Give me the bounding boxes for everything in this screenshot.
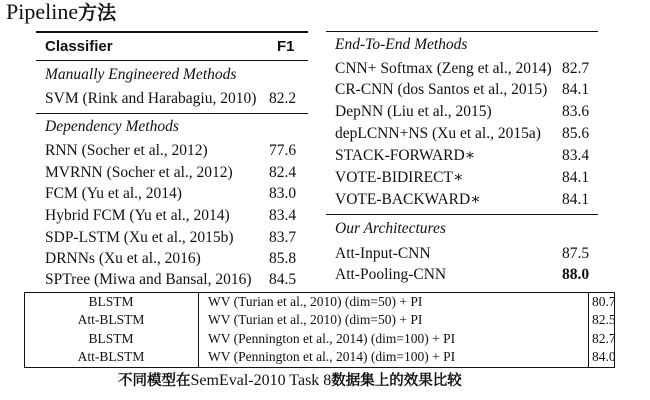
table-row-f1: 82.7 — [592, 331, 616, 346]
section-title-end-to-end: End-To-End Methods — [335, 36, 468, 53]
table-row-features: WV (Turian et al., 2010) (dim=50) + PI — [208, 312, 423, 327]
table-row-f1: 80.7 — [592, 294, 616, 309]
table-row-f1: 84.1 — [562, 169, 590, 186]
table-row-f1: 87.5 — [562, 245, 590, 262]
table-row-model: Att-BLSTM — [77, 312, 145, 327]
table-row-f1: 83.6 — [562, 103, 590, 120]
left-top-rule — [36, 31, 308, 33]
section-title-our-architectures: Our Architectures — [335, 220, 446, 237]
table-row-method: depLCNN+NS (Xu et al., 2015a) — [335, 125, 541, 142]
table-row-method: SVM (Rink and Harabagiu, 2010) — [45, 90, 257, 107]
table-row-method: DRNNs (Xu et al., 2016) — [45, 250, 201, 267]
table-row-features: WV (Pennington et al., 2014) (dim=100) + PI — [208, 349, 456, 364]
bottom-bottom-rule — [24, 367, 615, 368]
table-row-f1: 84.1 — [562, 191, 590, 208]
f1-header: F1 — [277, 38, 295, 55]
caption-dataset: SemEval-2010 Task 8 — [190, 372, 332, 389]
table-row-f1: 82.2 — [269, 90, 297, 107]
table-row-f1: 83.4 — [562, 147, 590, 164]
table-row-f1: 85.8 — [269, 250, 297, 267]
bottom-col-divider-1 — [198, 292, 199, 368]
table-row-model: BLSTM — [88, 331, 134, 346]
table-row-f1: 84.0 — [592, 349, 616, 364]
table-row-method: STACK-FORWARD∗ — [335, 147, 476, 164]
table-row-method: Att-Input-CNN — [335, 245, 431, 262]
title-latin: Pipeline — [6, 0, 79, 24]
table-row-method: VOTE-BACKWARD∗ — [335, 191, 481, 208]
page-title — [6, 0, 116, 25]
table-row-f1: 83.4 — [269, 207, 297, 224]
table-row-method: FCM (Yu et al., 2014) — [45, 185, 182, 202]
table-row-method: SDP-LSTM (Xu et al., 2015b) — [45, 229, 234, 246]
table-row-model: BLSTM — [88, 294, 134, 309]
figure-caption — [118, 371, 462, 391]
table-row-method: VOTE-BIDIRECT∗ — [335, 169, 464, 186]
table-row-f1-best: 88.0 — [562, 266, 590, 283]
table-row-method: SPTree (Miwa and Bansal, 2016) — [45, 271, 252, 288]
right-section-rule — [326, 214, 598, 215]
table-row-method: RNN (Socher et al., 2012) — [45, 142, 208, 159]
table-row-method: MVRNN (Socher et al., 2012) — [45, 164, 233, 181]
caption-cjk-prefix: 不同模型在 — [118, 373, 191, 389]
table-row-method: Att-Pooling-CNN — [335, 266, 447, 283]
table-row-features: WV (Pennington et al., 2014) (dim=100) + PI — [208, 331, 456, 346]
left-section-rule — [36, 113, 308, 114]
classifier-header: Classifier — [45, 38, 113, 55]
table-row-f1: 82.5 — [592, 312, 616, 327]
table-row-f1: 83.7 — [269, 229, 297, 246]
table-row-method: CR-CNN (dos Santos et al., 2015) — [335, 81, 548, 98]
table-row-model: Att-BLSTM — [77, 349, 145, 364]
caption-cjk-suffix: 数据集上的效果比较 — [331, 373, 462, 389]
title-cjk: 方法 — [78, 2, 117, 24]
table-row-method: CNN+ Softmax (Zeng et al., 2014) — [335, 60, 552, 77]
table-row-method: DepNN (Liu et al., 2015) — [335, 103, 492, 120]
bottom-col-divider-2 — [588, 292, 589, 368]
table-row-f1: 77.6 — [269, 142, 297, 159]
table-row-f1: 84.1 — [562, 81, 590, 98]
section-title-dependency: Dependency Methods — [45, 118, 179, 135]
table-row-f1: 84.5 — [269, 271, 297, 288]
left-header-rule — [36, 60, 308, 61]
table-row-f1: 85.6 — [562, 125, 590, 142]
table-row-f1: 83.0 — [269, 185, 297, 202]
table-row-features: WV (Turian et al., 2010) (dim=50) + PI — [208, 294, 423, 309]
table-row-f1: 82.7 — [562, 60, 590, 77]
right-top-rule — [326, 31, 598, 32]
table-row-f1: 82.4 — [269, 164, 297, 181]
section-title-manual: Manually Engineered Methods — [45, 66, 237, 83]
table-row-method: Hybrid FCM (Yu et al., 2014) — [45, 207, 230, 224]
